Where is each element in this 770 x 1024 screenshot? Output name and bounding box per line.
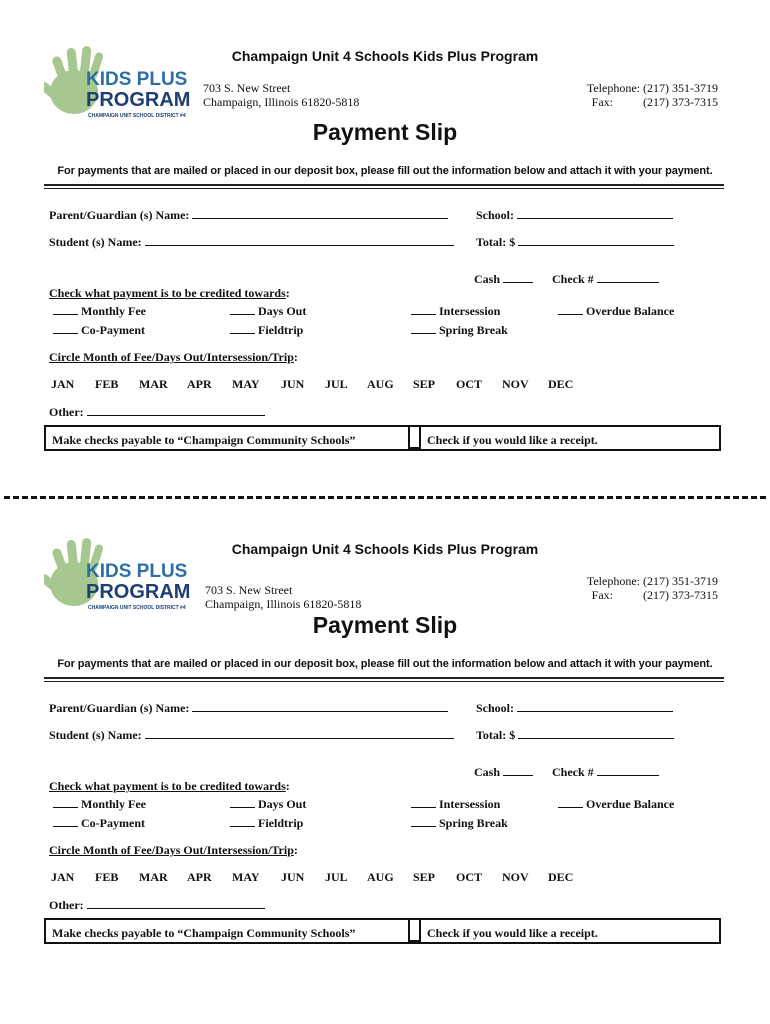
check-number-field[interactable] bbox=[552, 271, 659, 287]
option-overdue-balance[interactable]: Overdue Balance bbox=[558, 303, 674, 319]
month-aug[interactable]: AUG bbox=[367, 870, 394, 884]
month-jun[interactable]: JUN bbox=[281, 870, 305, 884]
logo-line2: PROGRAM bbox=[86, 581, 191, 603]
month-oct[interactable]: OCT bbox=[456, 870, 483, 884]
divider bbox=[44, 681, 724, 682]
parent-name-line[interactable] bbox=[192, 207, 448, 219]
parent-name-label: Parent/Guardian (s) Name: bbox=[49, 208, 190, 222]
address-line2: Champaign, Illinois 61820-5818 bbox=[203, 95, 360, 109]
logo-line1: KIDS PLUS bbox=[86, 561, 188, 582]
option-fieldtrip[interactable]: Fieldtrip bbox=[230, 322, 303, 338]
total-label: Total: $ bbox=[476, 235, 516, 249]
address-block bbox=[205, 583, 361, 611]
credit-heading: Check what payment is to be credited towards: bbox=[49, 286, 290, 300]
logo-line1: KIDS PLUS bbox=[86, 69, 188, 90]
payable-box bbox=[44, 425, 721, 451]
fax-number: (217) 373-7315 bbox=[643, 588, 718, 602]
parent-name-field[interactable] bbox=[49, 700, 448, 716]
payment-slip-bottom bbox=[0, 493, 770, 963]
logo-sub: CHAMPAIGN UNIT SCHOOL DISTRICT #4 bbox=[88, 605, 186, 611]
student-name-field[interactable] bbox=[49, 234, 454, 250]
total-label: Total: $ bbox=[476, 728, 516, 742]
month-sep[interactable]: SEP bbox=[413, 377, 436, 391]
student-name-label: Student (s) Name: bbox=[49, 728, 142, 742]
school-label: School: bbox=[476, 701, 515, 715]
school-field[interactable] bbox=[476, 700, 673, 716]
cash-line[interactable] bbox=[503, 271, 533, 283]
cash-label: Cash bbox=[474, 272, 501, 286]
receipt-text: Check if you would like a receipt. bbox=[427, 926, 598, 940]
month-jun[interactable]: JUN bbox=[281, 377, 305, 391]
total-line[interactable] bbox=[518, 727, 674, 739]
option-fieldtrip[interactable]: Fieldtrip bbox=[230, 815, 303, 831]
month-heading: Circle Month of Fee/Days Out/Intersession/Trip: bbox=[49, 843, 298, 857]
other-field[interactable] bbox=[49, 404, 265, 420]
month-jan[interactable]: JAN bbox=[51, 870, 75, 884]
parent-name-label: Parent/Guardian (s) Name: bbox=[49, 701, 190, 715]
credit-heading: Check what payment is to be credited towards: bbox=[49, 779, 290, 793]
cash-line[interactable] bbox=[503, 764, 533, 776]
divider bbox=[44, 188, 724, 189]
receipt-text: Check if you would like a receipt. bbox=[427, 433, 598, 447]
month-mar[interactable]: MAR bbox=[139, 870, 168, 884]
payment-slip-top bbox=[0, 0, 770, 470]
total-field[interactable] bbox=[476, 234, 674, 250]
divider bbox=[44, 184, 724, 186]
month-may[interactable]: MAY bbox=[232, 870, 260, 884]
fax bbox=[587, 588, 718, 602]
other-label: Other: bbox=[49, 898, 84, 912]
telephone: Telephone: (217) 351-3719 bbox=[586, 574, 718, 588]
payable-box bbox=[44, 918, 721, 944]
payable-text: Make checks payable to “Champaign Community Schools” bbox=[52, 433, 356, 447]
divider bbox=[44, 677, 724, 679]
student-name-line[interactable] bbox=[145, 234, 454, 246]
instructions: For payments that are mailed or placed in our deposit box, please fill out the information below and attach it with your payment. bbox=[57, 658, 713, 670]
option-days-out[interactable]: Days Out bbox=[230, 303, 306, 319]
logo-sub: CHAMPAIGN UNIT SCHOOL DISTRICT #4 bbox=[88, 113, 186, 119]
address-line1: 703 S. New Street bbox=[203, 81, 291, 95]
check-number-label: Check # bbox=[552, 272, 594, 286]
month-feb[interactable]: FEB bbox=[95, 870, 119, 884]
cash-field[interactable] bbox=[474, 764, 533, 780]
school-line[interactable] bbox=[517, 700, 673, 712]
parent-name-line[interactable] bbox=[192, 700, 448, 712]
option-co-payment[interactable]: Co-Payment bbox=[53, 322, 145, 338]
check-number-field[interactable] bbox=[552, 764, 659, 780]
cash-label: Cash bbox=[474, 765, 501, 779]
receipt-checkbox-icon[interactable] bbox=[408, 425, 421, 449]
student-name-line[interactable] bbox=[145, 727, 454, 739]
month-dec[interactable]: DEC bbox=[548, 870, 574, 884]
student-name-field[interactable] bbox=[49, 727, 454, 743]
month-dec[interactable]: DEC bbox=[548, 377, 574, 391]
telephone: Telephone: (217) 351-3719 bbox=[586, 81, 718, 95]
month-oct[interactable]: OCT bbox=[456, 377, 483, 391]
month-nov[interactable]: NOV bbox=[502, 377, 529, 391]
school-line[interactable] bbox=[517, 207, 673, 219]
option-monthly-fee[interactable]: Monthly Fee bbox=[53, 303, 146, 319]
school-label: School: bbox=[476, 208, 515, 222]
option-days-out[interactable]: Days Out bbox=[230, 796, 306, 812]
fax-label: Fax: bbox=[591, 95, 613, 109]
fax-number: (217) 373-7315 bbox=[643, 95, 718, 109]
month-apr[interactable]: APR bbox=[187, 870, 212, 884]
check-number-line[interactable] bbox=[597, 764, 659, 776]
month-apr[interactable]: APR bbox=[187, 377, 212, 391]
option-spring-break[interactable]: Spring Break bbox=[411, 815, 508, 831]
check-number-label: Check # bbox=[552, 765, 594, 779]
option-spring-break[interactable]: Spring Break bbox=[411, 322, 508, 338]
month-jan[interactable]: JAN bbox=[51, 377, 75, 391]
total-field[interactable] bbox=[476, 727, 674, 743]
org-title: Champaign Unit 4 Schools Kids Plus Program bbox=[231, 541, 539, 557]
page-title: Payment Slip bbox=[312, 612, 458, 638]
fax-label: Fax: bbox=[591, 588, 613, 602]
contact-block bbox=[587, 81, 718, 109]
instructions: For payments that are mailed or placed in our deposit box, please fill out the information below and attach it with your payment. bbox=[57, 165, 713, 177]
option-overdue-balance[interactable]: Overdue Balance bbox=[558, 796, 674, 812]
option-intersession[interactable]: Intersession bbox=[411, 796, 500, 812]
option-monthly-fee[interactable]: Monthly Fee bbox=[53, 796, 146, 812]
month-heading: Circle Month of Fee/Days Out/Intersession/Trip: bbox=[49, 350, 298, 364]
page-title: Payment Slip bbox=[312, 119, 458, 145]
month-jul[interactable]: JUL bbox=[325, 870, 348, 884]
cash-field[interactable] bbox=[474, 271, 533, 287]
address-line1: 703 S. New Street bbox=[205, 583, 293, 597]
month-sep[interactable]: SEP bbox=[413, 870, 436, 884]
logo-line2: PROGRAM bbox=[86, 89, 191, 111]
month-aug[interactable]: AUG bbox=[367, 377, 394, 391]
other-label: Other: bbox=[49, 405, 84, 419]
month-feb[interactable]: FEB bbox=[95, 377, 119, 391]
school-field[interactable] bbox=[476, 207, 673, 223]
other-line[interactable] bbox=[87, 404, 265, 416]
check-number-line[interactable] bbox=[597, 271, 659, 283]
total-line[interactable] bbox=[518, 234, 674, 246]
payable-text: Make checks payable to “Champaign Community Schools” bbox=[52, 926, 356, 940]
month-mar[interactable]: MAR bbox=[139, 377, 168, 391]
fax bbox=[587, 95, 718, 109]
address-line2: Champaign, Illinois 61820-5818 bbox=[205, 597, 362, 611]
option-co-payment[interactable]: Co-Payment bbox=[53, 815, 145, 831]
contact-block bbox=[587, 574, 718, 602]
option-intersession[interactable]: Intersession bbox=[411, 303, 500, 319]
student-name-label: Student (s) Name: bbox=[49, 235, 142, 249]
address-block bbox=[203, 81, 359, 109]
other-field[interactable] bbox=[49, 897, 265, 913]
cut-line bbox=[4, 496, 766, 499]
parent-name-field[interactable] bbox=[49, 207, 448, 223]
month-jul[interactable]: JUL bbox=[325, 377, 348, 391]
month-may[interactable]: MAY bbox=[232, 377, 260, 391]
month-nov[interactable]: NOV bbox=[502, 870, 529, 884]
org-title: Champaign Unit 4 Schools Kids Plus Program bbox=[231, 48, 539, 64]
other-line[interactable] bbox=[87, 897, 265, 909]
receipt-checkbox-icon[interactable] bbox=[408, 918, 421, 942]
